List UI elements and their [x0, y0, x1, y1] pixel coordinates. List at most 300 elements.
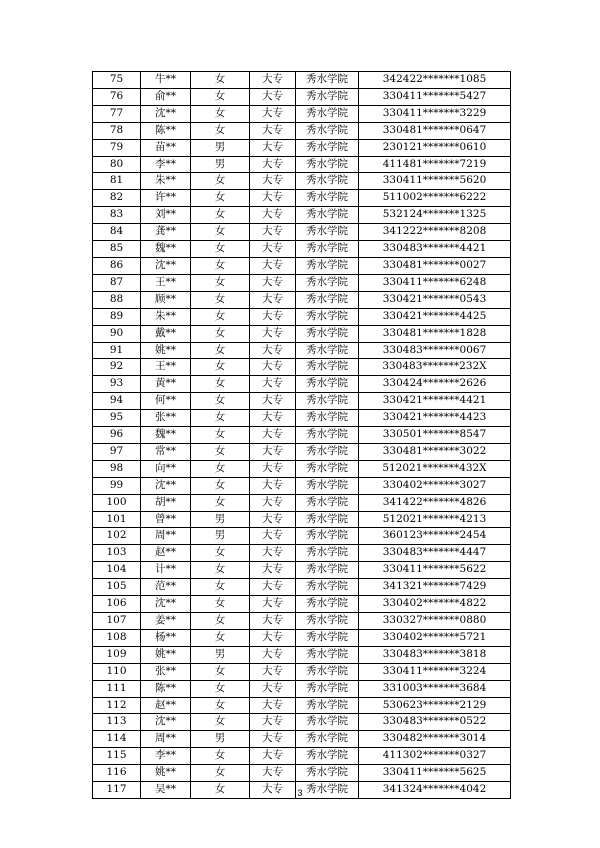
education-cell: 大专 — [250, 748, 296, 765]
school-cell: 秀水学院 — [296, 596, 359, 613]
education-cell: 大专 — [250, 494, 296, 511]
school-cell: 秀水学院 — [296, 122, 359, 139]
gender-cell: 女 — [191, 257, 250, 274]
name-cell: 张** — [141, 663, 191, 680]
table-row — [93, 122, 511, 139]
gender-cell: 女 — [191, 494, 250, 511]
name-cell: 王** — [141, 359, 191, 376]
school-cell: 秀水学院 — [296, 224, 359, 241]
row-number-cell: 90 — [93, 325, 141, 342]
name-cell: 向** — [141, 460, 191, 477]
education-cell: 大专 — [250, 545, 296, 562]
id-number-cell: 330411*******3224 — [359, 663, 511, 680]
row-number-cell: 99 — [93, 477, 141, 494]
table-row — [93, 613, 511, 630]
gender-cell: 女 — [191, 359, 250, 376]
id-number-cell: 341222*******8208 — [359, 224, 511, 241]
education-cell: 大专 — [250, 88, 296, 105]
school-cell: 秀水学院 — [296, 173, 359, 190]
school-cell: 秀水学院 — [296, 562, 359, 579]
table-row — [93, 359, 511, 376]
name-cell: 何** — [141, 393, 191, 410]
school-cell: 秀水学院 — [296, 545, 359, 562]
name-cell: 陈** — [141, 680, 191, 697]
row-number-cell: 80 — [93, 156, 141, 173]
name-cell: 刘** — [141, 207, 191, 224]
table-row — [93, 714, 511, 731]
education-cell: 大专 — [250, 105, 296, 122]
row-number-cell: 113 — [93, 714, 141, 731]
row-number-cell: 106 — [93, 596, 141, 613]
education-cell: 大专 — [250, 325, 296, 342]
id-number-cell: 330411*******5622 — [359, 562, 511, 579]
name-cell: 沈** — [141, 257, 191, 274]
table-row — [93, 308, 511, 325]
education-cell: 大专 — [250, 663, 296, 680]
education-cell: 大专 — [250, 156, 296, 173]
gender-cell: 女 — [191, 393, 250, 410]
id-number-cell: 341324*******4042 — [359, 782, 511, 799]
school-cell: 秀水学院 — [296, 291, 359, 308]
id-number-cell: 330483*******3818 — [359, 646, 511, 663]
roster-table — [92, 71, 511, 799]
row-number-cell: 84 — [93, 224, 141, 241]
school-cell: 秀水学院 — [296, 190, 359, 207]
table-row — [93, 629, 511, 646]
row-number-cell: 85 — [93, 241, 141, 258]
name-cell: 许** — [141, 190, 191, 207]
school-cell: 秀水学院 — [296, 748, 359, 765]
gender-cell: 女 — [191, 342, 250, 359]
school-cell: 秀水学院 — [296, 494, 359, 511]
name-cell: 朱** — [141, 308, 191, 325]
table-row — [93, 596, 511, 613]
row-number-cell: 86 — [93, 257, 141, 274]
gender-cell: 女 — [191, 596, 250, 613]
education-cell: 大专 — [250, 359, 296, 376]
id-number-cell: 360123*******2454 — [359, 528, 511, 545]
education-cell: 大专 — [250, 393, 296, 410]
table-row — [93, 410, 511, 427]
table-row — [93, 443, 511, 460]
school-cell: 秀水学院 — [296, 376, 359, 393]
education-cell: 大专 — [250, 579, 296, 596]
name-cell: 顾** — [141, 291, 191, 308]
school-cell: 秀水学院 — [296, 257, 359, 274]
row-number-cell: 111 — [93, 680, 141, 697]
id-number-cell: 411481*******7219 — [359, 156, 511, 173]
table-row — [93, 579, 511, 596]
education-cell: 大专 — [250, 765, 296, 782]
gender-cell: 男 — [191, 139, 250, 156]
school-cell: 秀水学院 — [296, 697, 359, 714]
id-number-cell: 330483*******0522 — [359, 714, 511, 731]
id-number-cell: 330483*******0067 — [359, 342, 511, 359]
school-cell: 秀水学院 — [296, 88, 359, 105]
education-cell: 大专 — [250, 410, 296, 427]
table-row — [93, 274, 511, 291]
name-cell: 张** — [141, 410, 191, 427]
name-cell: 沈** — [141, 596, 191, 613]
id-number-cell: 330402*******4822 — [359, 596, 511, 613]
gender-cell: 男 — [191, 731, 250, 748]
row-number-cell: 88 — [93, 291, 141, 308]
education-cell: 大专 — [250, 646, 296, 663]
education-cell: 大专 — [250, 629, 296, 646]
row-number-cell: 105 — [93, 579, 141, 596]
school-cell: 秀水学院 — [296, 663, 359, 680]
row-number-cell: 116 — [93, 765, 141, 782]
gender-cell: 女 — [191, 325, 250, 342]
id-number-cell: 330411*******3229 — [359, 105, 511, 122]
gender-cell: 女 — [191, 714, 250, 731]
id-number-cell: 511002*******6222 — [359, 190, 511, 207]
table-row — [93, 646, 511, 663]
school-cell: 秀水学院 — [296, 325, 359, 342]
row-number-cell: 92 — [93, 359, 141, 376]
education-cell: 大专 — [250, 241, 296, 258]
education-cell: 大专 — [250, 596, 296, 613]
gender-cell: 女 — [191, 274, 250, 291]
id-number-cell: 330327*******0880 — [359, 613, 511, 630]
table-row — [93, 393, 511, 410]
education-cell: 大专 — [250, 308, 296, 325]
name-cell: 周** — [141, 528, 191, 545]
gender-cell: 男 — [191, 511, 250, 528]
table-row — [93, 562, 511, 579]
education-cell: 大专 — [250, 460, 296, 477]
gender-cell: 女 — [191, 308, 250, 325]
school-cell: 秀水学院 — [296, 105, 359, 122]
row-number-cell: 79 — [93, 139, 141, 156]
school-cell: 秀水学院 — [296, 359, 359, 376]
education-cell: 大专 — [250, 477, 296, 494]
row-number-cell: 117 — [93, 782, 141, 799]
education-cell: 大专 — [250, 342, 296, 359]
name-cell: 姜** — [141, 613, 191, 630]
school-cell: 秀水学院 — [296, 274, 359, 291]
id-number-cell: 331003*******3684 — [359, 680, 511, 697]
row-number-cell: 97 — [93, 443, 141, 460]
name-cell: 姚** — [141, 765, 191, 782]
school-cell: 秀水学院 — [296, 460, 359, 477]
row-number-cell: 101 — [93, 511, 141, 528]
id-number-cell: 330421*******4423 — [359, 410, 511, 427]
row-number-cell: 91 — [93, 342, 141, 359]
education-cell: 大专 — [250, 274, 296, 291]
id-number-cell: 330421*******4421 — [359, 393, 511, 410]
table-row — [93, 190, 511, 207]
school-cell: 秀水学院 — [296, 241, 359, 258]
school-cell: 秀水学院 — [296, 765, 359, 782]
id-number-cell: 512021*******432X — [359, 460, 511, 477]
name-cell: 姚** — [141, 342, 191, 359]
gender-cell: 女 — [191, 697, 250, 714]
name-cell: 龚** — [141, 224, 191, 241]
education-cell: 大专 — [250, 207, 296, 224]
education-cell: 大专 — [250, 731, 296, 748]
table-row — [93, 156, 511, 173]
roster-body — [93, 72, 511, 799]
gender-cell: 女 — [191, 291, 250, 308]
name-cell: 周** — [141, 731, 191, 748]
table-row — [93, 528, 511, 545]
table-row — [93, 139, 511, 156]
name-cell: 赵** — [141, 697, 191, 714]
table-row — [93, 680, 511, 697]
table-row — [93, 173, 511, 190]
school-cell: 秀水学院 — [296, 680, 359, 697]
table-row — [93, 241, 511, 258]
education-cell: 大专 — [250, 782, 296, 799]
id-number-cell: 330402*******3027 — [359, 477, 511, 494]
name-cell: 李** — [141, 156, 191, 173]
school-cell: 秀水学院 — [296, 477, 359, 494]
row-number-cell: 78 — [93, 122, 141, 139]
id-number-cell: 512021*******4213 — [359, 511, 511, 528]
id-number-cell: 330501*******8547 — [359, 427, 511, 444]
table-row — [93, 748, 511, 765]
id-number-cell: 341321*******7429 — [359, 579, 511, 596]
id-number-cell: 230121*******0610 — [359, 139, 511, 156]
education-cell: 大专 — [250, 443, 296, 460]
name-cell: 吴** — [141, 782, 191, 799]
row-number-cell: 114 — [93, 731, 141, 748]
name-cell: 杨** — [141, 629, 191, 646]
education-cell: 大专 — [250, 72, 296, 89]
gender-cell: 女 — [191, 663, 250, 680]
id-number-cell: 341422*******4826 — [359, 494, 511, 511]
table-row — [93, 477, 511, 494]
school-cell: 秀水学院 — [296, 731, 359, 748]
gender-cell: 女 — [191, 72, 250, 89]
id-number-cell: 330421*******0543 — [359, 291, 511, 308]
gender-cell: 男 — [191, 528, 250, 545]
gender-cell: 女 — [191, 88, 250, 105]
row-number-cell: 76 — [93, 88, 141, 105]
id-number-cell: 330483*******232X — [359, 359, 511, 376]
row-number-cell: 93 — [93, 376, 141, 393]
name-cell: 李** — [141, 748, 191, 765]
education-cell: 大专 — [250, 697, 296, 714]
id-number-cell: 330482*******3014 — [359, 731, 511, 748]
gender-cell: 男 — [191, 156, 250, 173]
row-number-cell: 115 — [93, 748, 141, 765]
table-row — [93, 460, 511, 477]
education-cell: 大专 — [250, 427, 296, 444]
gender-cell: 女 — [191, 562, 250, 579]
education-cell: 大专 — [250, 714, 296, 731]
row-number-cell: 108 — [93, 629, 141, 646]
name-cell: 沈** — [141, 477, 191, 494]
table-row — [93, 731, 511, 748]
table-row — [93, 291, 511, 308]
school-cell: 秀水学院 — [296, 393, 359, 410]
school-cell: 秀水学院 — [296, 427, 359, 444]
row-number-cell: 96 — [93, 427, 141, 444]
school-cell: 秀水学院 — [296, 342, 359, 359]
table-row — [93, 545, 511, 562]
row-number-cell: 83 — [93, 207, 141, 224]
table-row — [93, 207, 511, 224]
gender-cell: 女 — [191, 748, 250, 765]
row-number-cell: 102 — [93, 528, 141, 545]
school-cell: 秀水学院 — [296, 629, 359, 646]
gender-cell: 女 — [191, 765, 250, 782]
education-cell: 大专 — [250, 376, 296, 393]
school-cell: 秀水学院 — [296, 72, 359, 89]
row-number-cell: 98 — [93, 460, 141, 477]
id-number-cell: 330481*******0647 — [359, 122, 511, 139]
name-cell: 范** — [141, 579, 191, 596]
id-number-cell: 342422*******1085 — [359, 72, 511, 89]
id-number-cell: 330481*******1828 — [359, 325, 511, 342]
gender-cell: 女 — [191, 680, 250, 697]
education-cell: 大专 — [250, 680, 296, 697]
gender-cell: 女 — [191, 224, 250, 241]
gender-cell: 女 — [191, 477, 250, 494]
education-cell: 大专 — [250, 122, 296, 139]
name-cell: 戴** — [141, 325, 191, 342]
row-number-cell: 87 — [93, 274, 141, 291]
school-cell: 秀水学院 — [296, 579, 359, 596]
name-cell: 王** — [141, 274, 191, 291]
education-cell: 大专 — [250, 257, 296, 274]
education-cell: 大专 — [250, 291, 296, 308]
education-cell: 大专 — [250, 224, 296, 241]
row-number-cell: 82 — [93, 190, 141, 207]
name-cell: 胡** — [141, 494, 191, 511]
school-cell: 秀水学院 — [296, 511, 359, 528]
table-row — [93, 663, 511, 680]
row-number-cell: 77 — [93, 105, 141, 122]
gender-cell: 女 — [191, 376, 250, 393]
gender-cell: 女 — [191, 579, 250, 596]
school-cell: 秀水学院 — [296, 156, 359, 173]
id-number-cell: 411302*******0327 — [359, 748, 511, 765]
name-cell: 魏** — [141, 241, 191, 258]
gender-cell: 女 — [191, 207, 250, 224]
row-number-cell: 95 — [93, 410, 141, 427]
id-number-cell: 330411*******6248 — [359, 274, 511, 291]
name-cell: 陈** — [141, 122, 191, 139]
school-cell: 秀水学院 — [296, 308, 359, 325]
gender-cell: 女 — [191, 460, 250, 477]
education-cell: 大专 — [250, 190, 296, 207]
school-cell: 秀水学院 — [296, 528, 359, 545]
name-cell: 沈** — [141, 714, 191, 731]
table-row — [93, 72, 511, 89]
name-cell: 黄** — [141, 376, 191, 393]
id-number-cell: 330483*******4447 — [359, 545, 511, 562]
id-number-cell: 330411*******5427 — [359, 88, 511, 105]
name-cell: 朱** — [141, 173, 191, 190]
row-number-cell: 89 — [93, 308, 141, 325]
gender-cell: 女 — [191, 190, 250, 207]
table-row — [93, 494, 511, 511]
row-number-cell: 103 — [93, 545, 141, 562]
school-cell: 秀水学院 — [296, 139, 359, 156]
row-number-cell: 109 — [93, 646, 141, 663]
table-row — [93, 342, 511, 359]
gender-cell: 女 — [191, 629, 250, 646]
education-cell: 大专 — [250, 528, 296, 545]
row-number-cell: 100 — [93, 494, 141, 511]
gender-cell: 女 — [191, 427, 250, 444]
table-row — [93, 257, 511, 274]
row-number-cell: 75 — [93, 72, 141, 89]
id-number-cell: 330411*******5625 — [359, 765, 511, 782]
education-cell: 大专 — [250, 562, 296, 579]
table-row — [93, 88, 511, 105]
name-cell: 曾** — [141, 511, 191, 528]
school-cell: 秀水学院 — [296, 207, 359, 224]
gender-cell: 男 — [191, 646, 250, 663]
table-row — [93, 511, 511, 528]
page-number: 3 — [297, 788, 303, 798]
gender-cell: 女 — [191, 443, 250, 460]
name-cell: 计** — [141, 562, 191, 579]
id-number-cell: 330424*******2626 — [359, 376, 511, 393]
table-row — [93, 105, 511, 122]
school-cell: 秀水学院 — [296, 613, 359, 630]
name-cell: 沈** — [141, 105, 191, 122]
gender-cell: 女 — [191, 173, 250, 190]
table-row — [93, 376, 511, 393]
gender-cell: 女 — [191, 122, 250, 139]
row-number-cell: 107 — [93, 613, 141, 630]
id-number-cell: 330481*******0027 — [359, 257, 511, 274]
gender-cell: 女 — [191, 241, 250, 258]
gender-cell: 女 — [191, 545, 250, 562]
gender-cell: 女 — [191, 782, 250, 799]
name-cell: 常** — [141, 443, 191, 460]
id-number-cell: 530623*******2129 — [359, 697, 511, 714]
name-cell: 魏** — [141, 427, 191, 444]
school-cell: 秀水学院 — [296, 714, 359, 731]
gender-cell: 女 — [191, 613, 250, 630]
id-number-cell: 330411*******5620 — [359, 173, 511, 190]
table-row — [93, 325, 511, 342]
education-cell: 大专 — [250, 139, 296, 156]
name-cell: 赵** — [141, 545, 191, 562]
education-cell: 大专 — [250, 511, 296, 528]
id-number-cell: 330481*******3022 — [359, 443, 511, 460]
row-number-cell: 104 — [93, 562, 141, 579]
row-number-cell: 81 — [93, 173, 141, 190]
id-number-cell: 330483*******4421 — [359, 241, 511, 258]
row-number-cell: 110 — [93, 663, 141, 680]
table-row — [93, 224, 511, 241]
name-cell: 俞** — [141, 88, 191, 105]
table-row — [93, 427, 511, 444]
id-number-cell: 330421*******4425 — [359, 308, 511, 325]
school-cell: 秀水学院 — [296, 646, 359, 663]
school-cell: 秀水学院 — [296, 410, 359, 427]
id-number-cell: 330402*******5721 — [359, 629, 511, 646]
table-row — [93, 697, 511, 714]
name-cell: 牛** — [141, 72, 191, 89]
id-number-cell: 532124*******1325 — [359, 207, 511, 224]
education-cell: 大专 — [250, 173, 296, 190]
row-number-cell: 112 — [93, 697, 141, 714]
name-cell: 苗** — [141, 139, 191, 156]
school-cell: 秀水学院 — [296, 782, 359, 799]
school-cell: 秀水学院 — [296, 443, 359, 460]
table-row — [93, 765, 511, 782]
education-cell: 大专 — [250, 613, 296, 630]
gender-cell: 女 — [191, 105, 250, 122]
